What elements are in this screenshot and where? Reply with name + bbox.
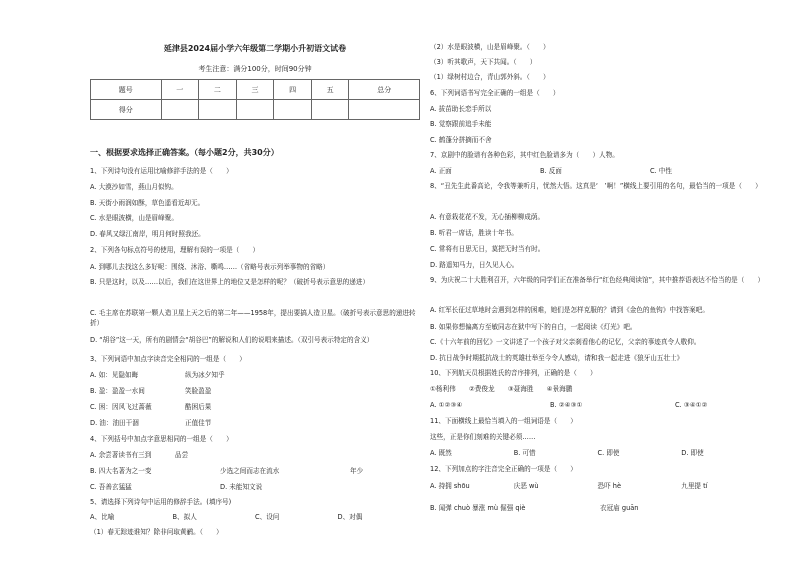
question-stem: 1、下列诗句没有运用比喻修辞手法的是（ ） bbox=[90, 167, 233, 175]
option-b: B. 如果你想偏离方至敏同志在狱中写下的自白，一起阅读《灯光》吧。 bbox=[430, 323, 637, 331]
option-b-mid: 少选之间而志在流水 bbox=[220, 467, 280, 475]
score-col-header: 四 bbox=[274, 80, 312, 100]
options-row bbox=[430, 166, 765, 176]
option-b-right: 年少 bbox=[350, 467, 364, 475]
option-a: A、比喻 bbox=[90, 513, 115, 521]
score-col-header: 二 bbox=[199, 80, 237, 100]
option-b-left: B. 闻弹 chuò 暴涨 mù 倔强 qiè bbox=[430, 504, 526, 512]
question-stem: 8、“丑先生此番高论，令我等兼听月，忧然大悟。这真是‘ ’啊！”横线上要引用的名句，最恰当的一项是（ ） bbox=[430, 182, 762, 190]
options-row bbox=[90, 512, 420, 522]
option-a: A. 有意栽花花不发，无心插柳柳成荫。 bbox=[430, 213, 545, 221]
question-stem: 12、下列加点的字注音完全正确的一项是（ ） bbox=[430, 465, 577, 473]
option-c: C. 即使 bbox=[597, 449, 620, 457]
option-c-right: 酷困后果 bbox=[185, 403, 212, 411]
option-a: A. 既然 bbox=[430, 449, 452, 457]
option-d: D. 春风又绿江南岸，明月何时照我还。 bbox=[90, 230, 205, 238]
name-list: ①杨利伟 ②费俊龙 ③聂海胜 ④景海鹏 bbox=[430, 385, 573, 393]
option-a bbox=[90, 450, 189, 460]
question-stem: 10、下列航天员根据姓氏的音序排列，正确的是（ ） bbox=[430, 369, 597, 377]
sub-question: （1）春无踪迹谁知？除非问取黄鹂。（ ） bbox=[90, 528, 223, 536]
option-a: A. 红军长征过草地时会遇到怎样的困难，她们是怎样克服的？请到《金色的鱼钩》中找答案吧。 bbox=[430, 306, 709, 314]
option-b: B. 听君一席话，胜读十年书。 bbox=[430, 229, 518, 237]
option-c-left: C. 困：因风飞过蔷薇 bbox=[90, 403, 152, 411]
option-b: B. ②④③① bbox=[550, 401, 583, 409]
score-cell[interactable] bbox=[199, 100, 237, 120]
option-a: A. 正面 bbox=[430, 167, 452, 175]
options-row bbox=[430, 448, 765, 458]
option-c: C. 常将有日思无日，莫把无时当有时。 bbox=[430, 245, 545, 253]
option-b bbox=[90, 386, 211, 396]
score-cell[interactable] bbox=[236, 100, 274, 120]
option-a-part: 九里提 tí bbox=[681, 482, 708, 490]
option-c: C.《十六年前的回忆》一文讲述了一个孩子对父亲刹看他心的记忆，父亲的事迹真令人敬仰。 bbox=[430, 338, 701, 346]
option-d: D. 未能知文说 bbox=[220, 483, 263, 491]
option-c bbox=[90, 482, 420, 492]
question-stem: 11、下面横线上最恰当填入的一组词语是（ ） bbox=[430, 417, 577, 425]
option-b: B. 觉察跟前追手未能 bbox=[430, 120, 492, 128]
option-d: D. 即使 bbox=[681, 449, 704, 457]
score-cell[interactable] bbox=[349, 100, 420, 120]
question-stem: 3、下列词语中加点字读音完全相同的一组是（ ） bbox=[90, 355, 246, 363]
option-d: D. “胡谷”这一天，所有的剧情会“胡谷巴”的解说和人们的说唱来描述。（双引号表示特定的含义） bbox=[90, 336, 374, 344]
option-d-right: 正值佳节 bbox=[185, 419, 212, 427]
option-a-part: 庆恶 wù bbox=[513, 482, 539, 490]
score-col-header: 题号 bbox=[91, 80, 162, 100]
option-a-left: A. 余尝著读书有三到 bbox=[90, 451, 152, 459]
option-a: A. ①②③④ bbox=[430, 401, 463, 409]
score-col-header: 三 bbox=[236, 80, 274, 100]
option-b-left: B. 盈：盈盈一水间 bbox=[90, 387, 145, 395]
option-b: B. 只是这时，以及……以后，我们在这世界上的地位又是怎样的呢？（破折号表示意思的递进） bbox=[90, 278, 370, 286]
option-d-left: D. 油：油田干涸 bbox=[90, 419, 139, 427]
score-table bbox=[90, 79, 420, 120]
score-col-header: 一 bbox=[161, 80, 199, 100]
option-c: C. ③④①② bbox=[675, 401, 708, 409]
option-b bbox=[430, 503, 765, 513]
option-a-left: A. 如：见隐如晦 bbox=[90, 371, 139, 379]
option-b bbox=[90, 466, 420, 476]
option-b: B. 反面 bbox=[540, 167, 562, 175]
sub-question: （2）水是眼波横，山是眉峰聚。（ ） bbox=[430, 43, 550, 51]
option-d: D、对偶 bbox=[337, 513, 363, 521]
question-stem: 6、下列词语书写完全正确的一组是（ ） bbox=[430, 89, 560, 97]
score-table-row bbox=[91, 100, 420, 120]
score-row-label: 得分 bbox=[91, 100, 162, 120]
score-cell[interactable] bbox=[161, 100, 199, 120]
option-a bbox=[430, 481, 765, 491]
exam-notice: 考生注意：满分100分，时间90分钟 bbox=[198, 65, 312, 73]
option-a-part: 恐吓 hè bbox=[597, 482, 622, 490]
question-stem: 7、京剧中的脸谱有各种色彩，其中红色脸谱多为（ ）人物。 bbox=[430, 151, 619, 159]
question-stem: 5、请选择下列诗句中运用的修辞手法。(填序号) bbox=[90, 498, 232, 506]
option-a-part: A. 持拥 shōu bbox=[430, 482, 470, 490]
score-col-header: 五 bbox=[311, 80, 349, 100]
option-d bbox=[90, 418, 211, 428]
option-b-right: 笑脸盈盈 bbox=[185, 387, 212, 395]
options-row bbox=[430, 400, 765, 410]
option-a: A. 大漠沙如雪，燕山月似钩。 bbox=[90, 183, 178, 191]
option-c: C、设问 bbox=[255, 513, 280, 521]
page-title: 延津县2024届小学六年级第二学期小升初语文试卷 bbox=[163, 44, 347, 53]
option-a: A. 到哪儿去找这么多好呢：围绕、沐浴、嘶鸣……（省略号表示列举事物的省略） bbox=[90, 263, 330, 271]
option-c: C. 毛主席在苏联第一颗人造卫星上天之后的第二年——1958年，提出要搞人造卫星。（破折号表示意思的递进转折） bbox=[90, 309, 416, 327]
option-d: D. 路遥知马力，日久见人心。 bbox=[430, 261, 519, 269]
option-a: A. 拔苗助长恋手所以 bbox=[430, 105, 492, 113]
question-stem: 9、为庆祝二十大胜利召开，六年级的同学们正在准备举行“红色经典阅读馆”，其中推荐语表达不恰当的是（ ） bbox=[430, 276, 765, 284]
sub-question: （1）绿树村边合，青山郭外斜。（ ） bbox=[430, 73, 550, 81]
option-b-right: 衣冠庙 guān bbox=[600, 504, 639, 512]
option-c bbox=[90, 402, 211, 412]
option-a-right: 纵为冰夕知乎 bbox=[185, 371, 225, 379]
option-b-left: B. 四大名著为之一变 bbox=[90, 467, 152, 475]
question-text: 这些，正是你们刻难的关键必须…… bbox=[430, 433, 536, 441]
option-c: C. 水是眼波横，山是眉峰聚。 bbox=[90, 214, 178, 222]
option-b: B. 天街小雨润如酥，草色遥看近却无。 bbox=[90, 199, 205, 207]
score-table-header-row bbox=[91, 80, 420, 100]
question-stem: 2、下列各句标点符号的使用，理解有误的一项是（ ） bbox=[90, 246, 260, 254]
option-b: B. 可惜 bbox=[513, 449, 536, 457]
score-col-header: 总分 bbox=[349, 80, 420, 100]
option-c: C. 鹤蓬分拼摘而不舍 bbox=[430, 136, 492, 144]
option-c: C. 中性 bbox=[650, 167, 672, 175]
option-a-right: 品尝 bbox=[175, 451, 189, 459]
score-cell[interactable] bbox=[274, 100, 312, 120]
question-stem: 4、下列括号中加点字意思相同的一组是（ ） bbox=[90, 435, 233, 443]
section-heading: 一、根据要求选择正确答案。（每小题2分，共30分） bbox=[90, 148, 279, 157]
score-cell[interactable] bbox=[311, 100, 349, 120]
option-b: B、拟人 bbox=[172, 513, 197, 521]
option-c-left: C. 吾善玄猛猛 bbox=[90, 483, 132, 491]
option-a bbox=[90, 370, 225, 380]
sub-question: （3）听其歌声，天下共闻。（ ） bbox=[430, 58, 537, 66]
option-d: D. 抗日战争时期抵抗战士的英雄壮举至今令人感动，请和我一起走进《狼牙山五壮士》 bbox=[430, 354, 684, 362]
